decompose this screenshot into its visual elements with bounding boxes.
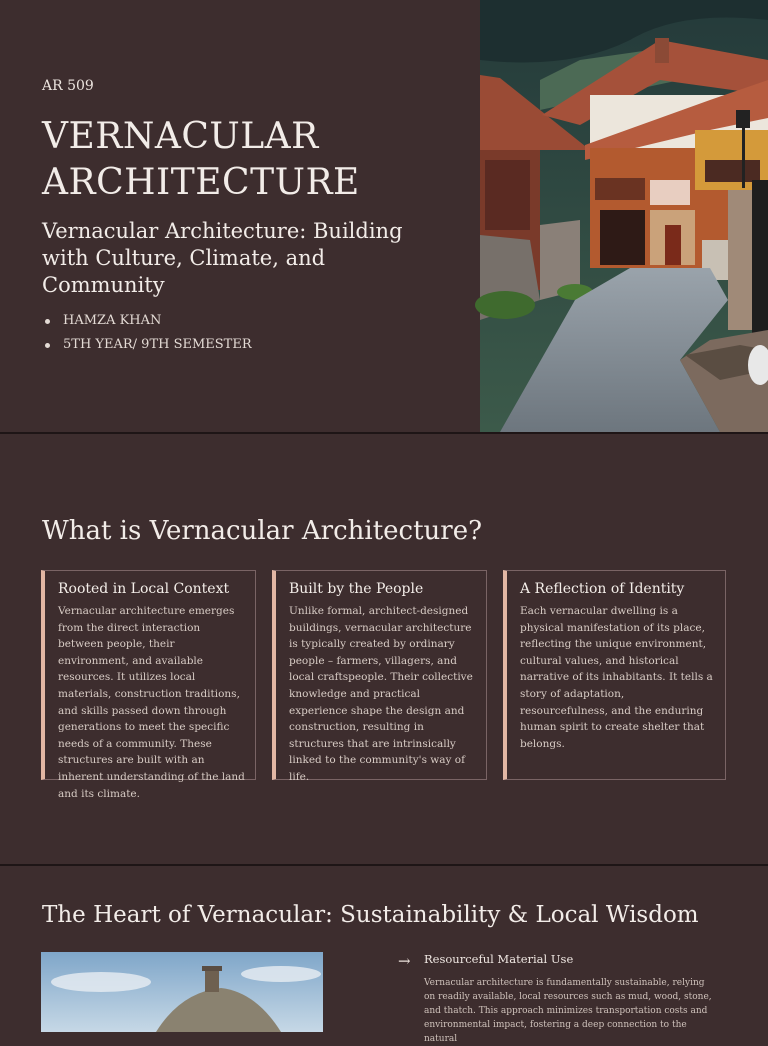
author-item (42, 336, 252, 360)
presentation-subtitle: Vernacular Architecture: Building with Culture, Climate, and Community (42, 219, 403, 297)
arrow-right-icon: → (398, 952, 411, 970)
card-text: Each vernacular dwelling is a physical manifestation of its place, reflecting the unique environment, cultural values, and historical narrative of its inhabitants. It tells a story of adaptation, resourcefulness, and the enduring human spirit to create shelter that belongs. (520, 605, 713, 750)
sustainability-slide (0, 866, 768, 1044)
presentation-title (42, 114, 360, 206)
author-list (42, 312, 252, 360)
bullet-icon (45, 319, 50, 324)
card-text: Vernacular architecture emerges from the direct interaction between people, their environment, and available resources. It utilizes local materials, construction traditions, and skills passed down through generations to meet the specific needs of a community. These structures are built with an inherent understanding of the land and its climate. (58, 605, 245, 800)
course-code: AR 509 (42, 78, 94, 94)
card-title: Built by the People (289, 581, 424, 597)
section-heading: What is Vernacular Architecture? (42, 516, 483, 546)
card-title: Rooted in Local Context (58, 581, 230, 597)
thatched-house-photo (41, 952, 323, 1032)
card-identity (503, 570, 726, 780)
title-slide (0, 0, 768, 432)
author-semester: 5TH YEAR/ 9TH SEMESTER (63, 337, 252, 352)
card-local-context (41, 570, 256, 800)
title-line-1: VERNACULAR (42, 116, 319, 157)
author-name: HAMZA KHAN (63, 313, 162, 328)
title-line-2: ARCHITECTURE (42, 162, 360, 203)
card-text: Unlike formal, architect-designed buildings, vernacular architecture is typically created by ordinary people – farmers, villagers, and local craftspeople. Their collective knowledge and practical experience shape the design and construction, resulting in structures that are intrinsically linked to the community's way of life. (289, 605, 473, 783)
feature-text: Vernacular architecture is fundamentally sustainable, relying on readily available, local resources such as mud, wood, stone, and thatch. This approach minimizes transportation costs and environmental impact, fostering a deep connection to the natural (424, 978, 712, 1044)
definition-slide (0, 434, 768, 864)
feature-title: Resourceful Material Use (424, 952, 574, 966)
section-heading: The Heart of Vernacular: Sustainability & Local Wisdom (42, 902, 699, 928)
bullet-icon (45, 343, 50, 348)
card-title: A Reflection of Identity (520, 581, 685, 597)
card-built-by-people (272, 570, 487, 783)
author-item (42, 312, 252, 336)
village-street-photo (480, 0, 768, 432)
